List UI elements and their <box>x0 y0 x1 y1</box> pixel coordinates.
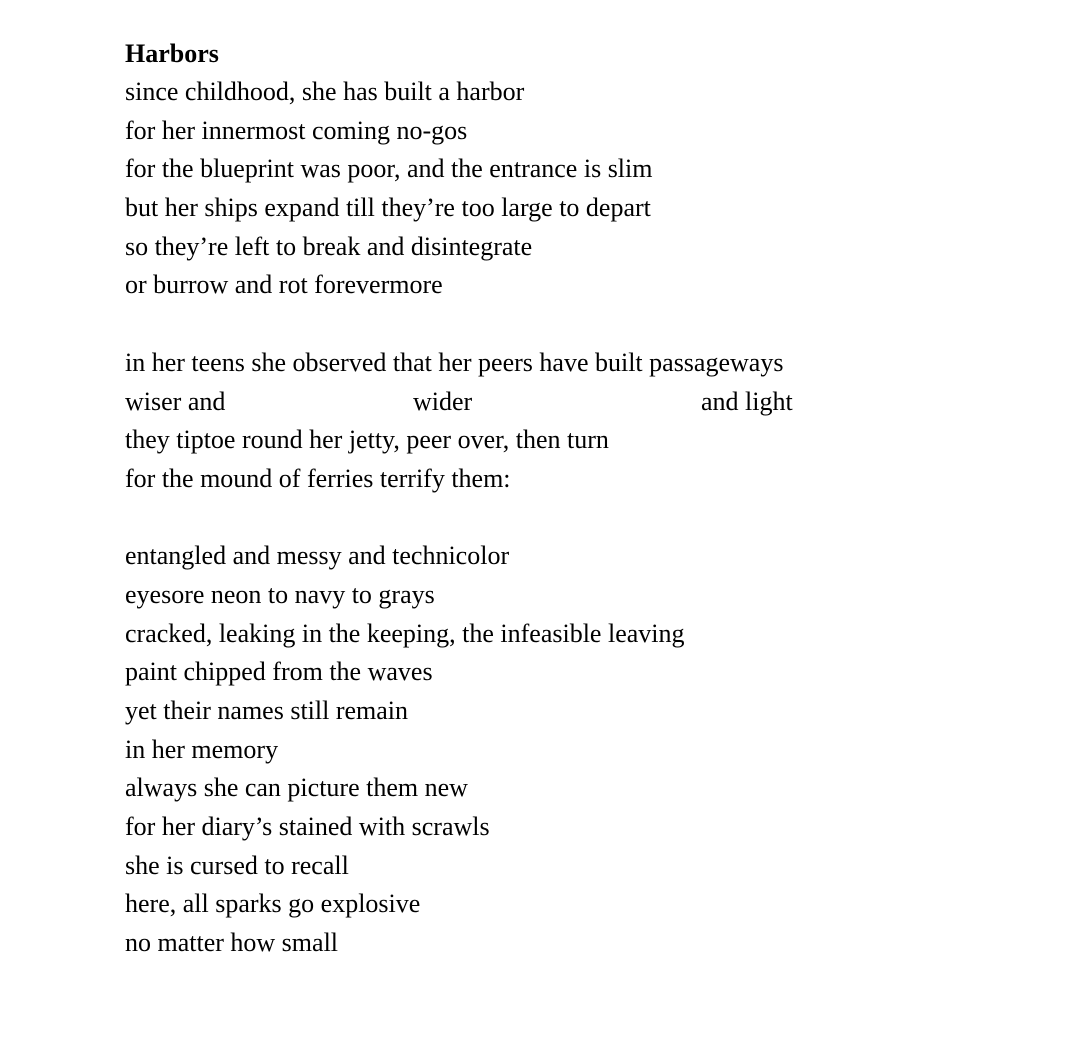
poem-line-spaced <box>125 383 1025 422</box>
stanza-1 <box>125 73 1025 305</box>
poem-line: always she can picture them new <box>125 773 468 803</box>
poem-line: yet their names still remain <box>125 696 409 725</box>
poem-line: she is cursed to recall <box>125 850 349 880</box>
poem-line: for the mound of ferries terrify them: <box>125 463 511 493</box>
poem-line-segment: wider <box>413 386 473 416</box>
poem-line: they tiptoe round her jetty, peer over, then turn <box>125 425 609 455</box>
poem-line: cracked, leaking in the keeping, the infeasible leaving <box>125 618 685 648</box>
poem-title: Harbors <box>125 39 219 68</box>
poem-line: since childhood, she has built a harbor <box>125 77 525 106</box>
poem <box>125 34 1025 963</box>
poem-line: so they’re left to break and disintegrate <box>125 231 533 261</box>
poem-line: here, all sparks go explosive <box>125 889 421 919</box>
stanza-3 <box>125 537 1025 963</box>
poem-line: eyesore neon to navy to grays <box>125 579 435 609</box>
poem-line: in her teens she observed that her peers have built passageways <box>125 347 784 377</box>
stanza-break <box>125 499 1025 538</box>
poem-line: no matter how small <box>125 928 339 958</box>
stanza-2 <box>125 344 1025 499</box>
poem-line: in her memory <box>125 734 279 764</box>
poem-line: entangled and messy and technicolor <box>125 541 510 571</box>
poem-line: or burrow and rot forevermore <box>125 270 443 300</box>
poem-line: paint chipped from the waves <box>125 657 433 687</box>
poem-line: but her ships expand till they’re too large to depart <box>125 193 651 223</box>
poem-line-segment: and light <box>701 386 793 416</box>
poem-line: for her innermost coming no-gos <box>125 115 468 145</box>
poem-line-segment: wiser and <box>125 386 226 416</box>
stanza-break <box>125 305 1025 344</box>
poem-line: for her diary’s stained with scrawls <box>125 812 490 842</box>
poem-line: for the blueprint was poor, and the entrance is slim <box>125 154 653 184</box>
